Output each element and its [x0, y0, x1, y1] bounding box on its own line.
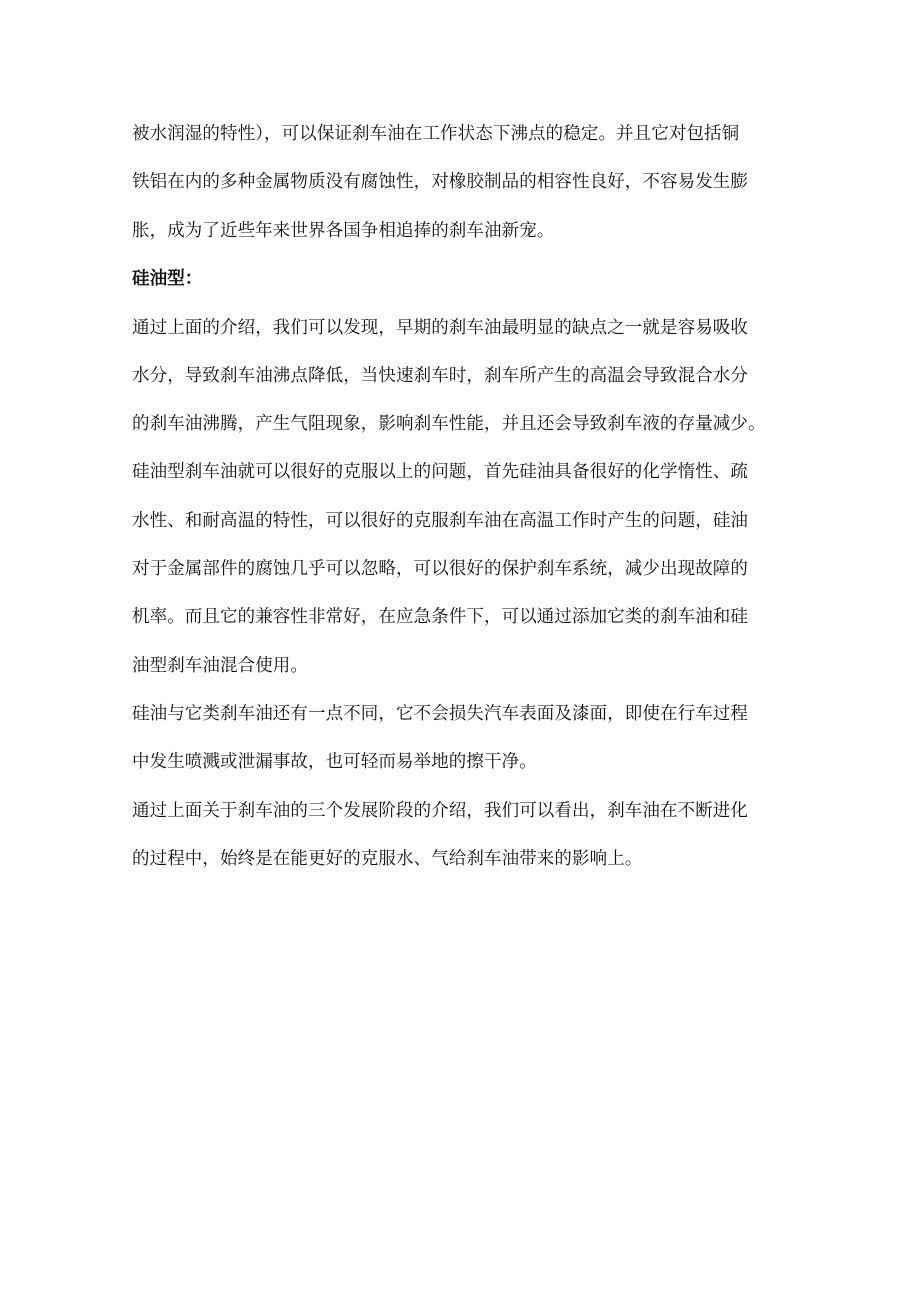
paragraph-line-6: 水分，导致刹车油沸点降低，当快速刹车时，刹车所产生的高温会导致混合水分	[132, 366, 748, 386]
paragraph-line-7: 的刹车油沸腾，产生气阻现象，影响刹车性能，并且还会导致刹车液的存量减少。	[132, 414, 766, 434]
paragraph-line-10: 对于金属部件的腐蚀几乎可以忽略，可以很好的保护刹车系统，减少出现故障的	[132, 559, 748, 579]
paragraph-line-9: 水性、和耐高温的特性，可以很好的克服刹车油在高温工作时产生的问题，硅油	[132, 511, 748, 531]
paragraph-line-16: 的过程中，始终是在能更好的克服水、气给刹车油带来的影响上。	[132, 849, 643, 869]
paragraph-line-8: 硅油型刹车油就可以很好的克服以上的问题，首先硅油具备很好的化学惰性、疏	[132, 462, 748, 482]
paragraph-line-14: 中发生喷溅或泄漏事故，也可轻而易举地的擦干净。	[132, 752, 537, 772]
section-heading: 硅油型：	[132, 269, 203, 289]
paragraph-line-2: 铁铝在内的多种金属物质没有腐蚀性，对橡胶制品的相容性良好，不容易发生膨	[132, 172, 748, 192]
paragraph-line-12: 油型刹车油混合使用。	[132, 656, 308, 676]
paragraph-line-11: 机率。而且它的兼容性非常好，在应急条件下，可以通过添加它类的刹车油和硅	[132, 607, 748, 627]
paragraph-line-5: 通过上面的介绍，我们可以发现，早期的刹车油最明显的缺点之一就是容易吸收	[132, 318, 748, 338]
paragraph-line-13: 硅油与它类刹车油还有一点不同，它不会损失汽车表面及漆面，即使在行车过程	[132, 704, 748, 724]
paragraph-line-3: 胀，成为了近些年来世界各国争相追捧的刹车油新宠。	[132, 221, 555, 241]
paragraph-line-1: 被水润湿的特性），可以保证刹车油在工作状态下沸点的稳定。并且它对包括铜	[132, 124, 740, 144]
paragraph-line-15: 通过上面关于刹车油的三个发展阶段的介绍，我们可以看出，刹车油在不断进化	[132, 801, 748, 821]
